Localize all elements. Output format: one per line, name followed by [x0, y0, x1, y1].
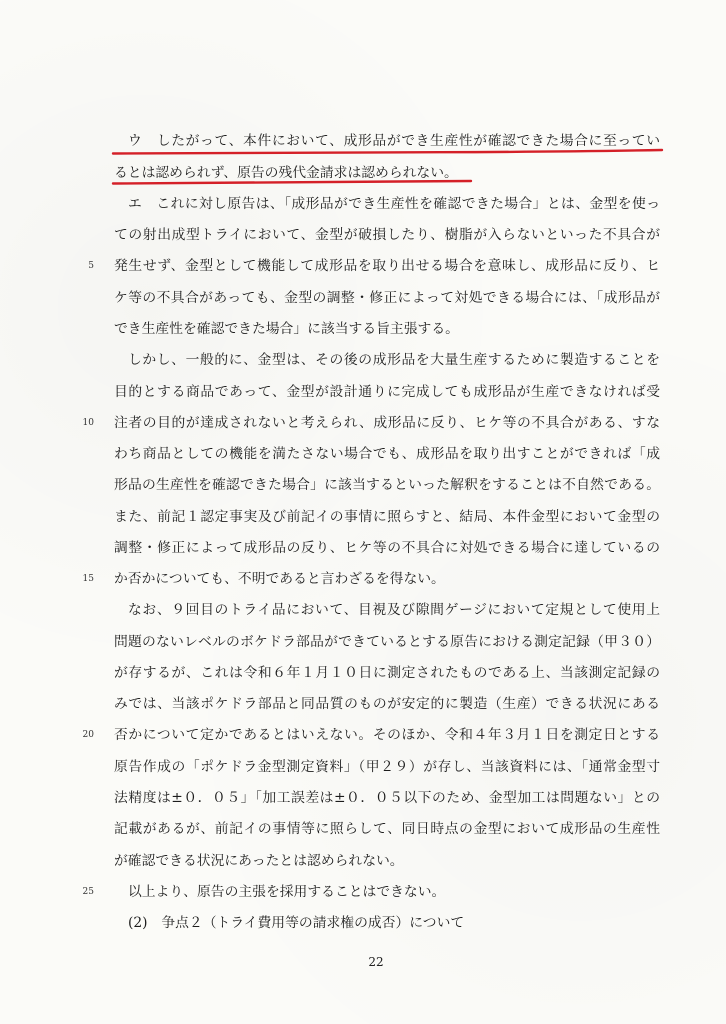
text-line [70, 533, 670, 564]
text-line [70, 251, 670, 282]
text-line [70, 627, 670, 658]
line-text: ウ したがって、本件において、成形品ができ生産性が確認できた場合に至ってい [128, 133, 660, 150]
text-line [70, 283, 670, 314]
text-line [70, 877, 670, 908]
line-number: 15 [82, 574, 94, 585]
line-number: 5 [88, 261, 94, 272]
line-number: 20 [82, 730, 94, 741]
line-number: 10 [82, 417, 94, 428]
line-text: わち商品としての機能を満たさない場合でも、成形品を取り出すことができれば「成 [114, 446, 660, 463]
line-number: 25 [82, 886, 94, 897]
text-line [70, 345, 670, 376]
line-text: 調整・修正によって成形品の反り、ヒケ等の不具合に対処できる場合に達しているの [114, 539, 660, 556]
line-text: 形品の生産性を確認できた場合」に該当するといった解釈をすることは不自然である。 [114, 477, 660, 494]
line-text: 原告作成の「ポケドラ金型測定資料」（甲２９）が存し、当該資料には、「通常金型寸 [114, 758, 660, 775]
text-line [70, 814, 670, 845]
line-text: るとは認められず、原告の残代金請求は認められない。 [114, 164, 458, 181]
line-text: ケ等の不具合があっても、金型の調整・修正によって対処できる場合には、「成形品が [114, 289, 660, 306]
document-body [70, 126, 670, 939]
text-line [70, 377, 670, 408]
line-text: なお、９回目のトライ品において、目視及び隙間ゲージにおいて定規として使用上 [128, 602, 660, 619]
text-line [70, 502, 670, 533]
line-text: また、前記１認定事実及び前記イの事情に照らすと、結局、本件金型において金型の [114, 508, 660, 525]
line-text: でき生産性を確認できた場合」に該当する旨主張する。 [114, 320, 459, 337]
text-line [70, 564, 670, 595]
line-text: が存するが、これは令和６年１月１０日に測定されたものである上、当該測定記録の [114, 664, 660, 681]
line-text: 記載があるが、前記イの事情等に照らして、同日時点の金型において成形品の生産性 [114, 821, 660, 838]
line-text: 法精度は±０．０５」「加工誤差は±０．０５以下のため、金型加工は問題ない」との [114, 789, 660, 806]
text-line [70, 408, 670, 439]
text-line [70, 783, 670, 814]
line-text: が確認できる状況にあったとは認められない。 [114, 852, 404, 869]
text-line [70, 595, 670, 626]
text-line [70, 720, 670, 751]
line-text: 注者の目的が達成されないと考えられ、成形品に反り、ヒケ等の不具合がある、すな [114, 414, 660, 431]
line-text: 目的とする商品であって、金型が設計通りに完成しても成形品が生産できなければ受 [114, 383, 660, 400]
line-text: 問題のないレベルのボケドラ部品ができているとする原告における測定記録（甲３０） [114, 633, 660, 650]
page-number: 22 [368, 955, 384, 969]
line-text: エ これに対し原告は、「成形品ができ生産性を確認できた場合」とは、金型を使っ [128, 195, 660, 212]
text-line [70, 752, 670, 783]
text-line [70, 689, 670, 720]
text-line [70, 158, 670, 189]
line-text: ての射出成型トライにおいて、金型が破損したり、樹脂が入らないといった不具合が [114, 227, 660, 244]
text-line [70, 658, 670, 689]
line-text: 発生せず、金型として機能して成形品を取り出せる場合を意味し、成形品に反り、ヒ [114, 258, 660, 275]
line-text: みでは、当該ポケドラ部品と同品質のものが安定的に製造（生産）できる状況にある [114, 696, 660, 713]
line-text: しかし、一般的に、金型は、その後の成形品を大量生産するために製造することを [128, 352, 660, 369]
line-text: (2) 争点２（トライ費用等の請求権の成否）について [128, 915, 465, 932]
line-text: か否かについても、不明であると言わざるを得ない。 [114, 571, 445, 588]
line-text: 以上より、原告の主張を採用することはできない。 [128, 883, 446, 900]
text-line [70, 846, 670, 877]
text-line [70, 314, 670, 345]
text-line [70, 439, 670, 470]
text-line [70, 220, 670, 251]
text-line [70, 908, 670, 939]
text-line [70, 470, 670, 501]
line-text: 否かについて定かであるとはいえない。そのほか、令和４年３月１日を測定日とする [114, 727, 660, 744]
text-line [70, 126, 670, 157]
text-line [70, 189, 670, 220]
